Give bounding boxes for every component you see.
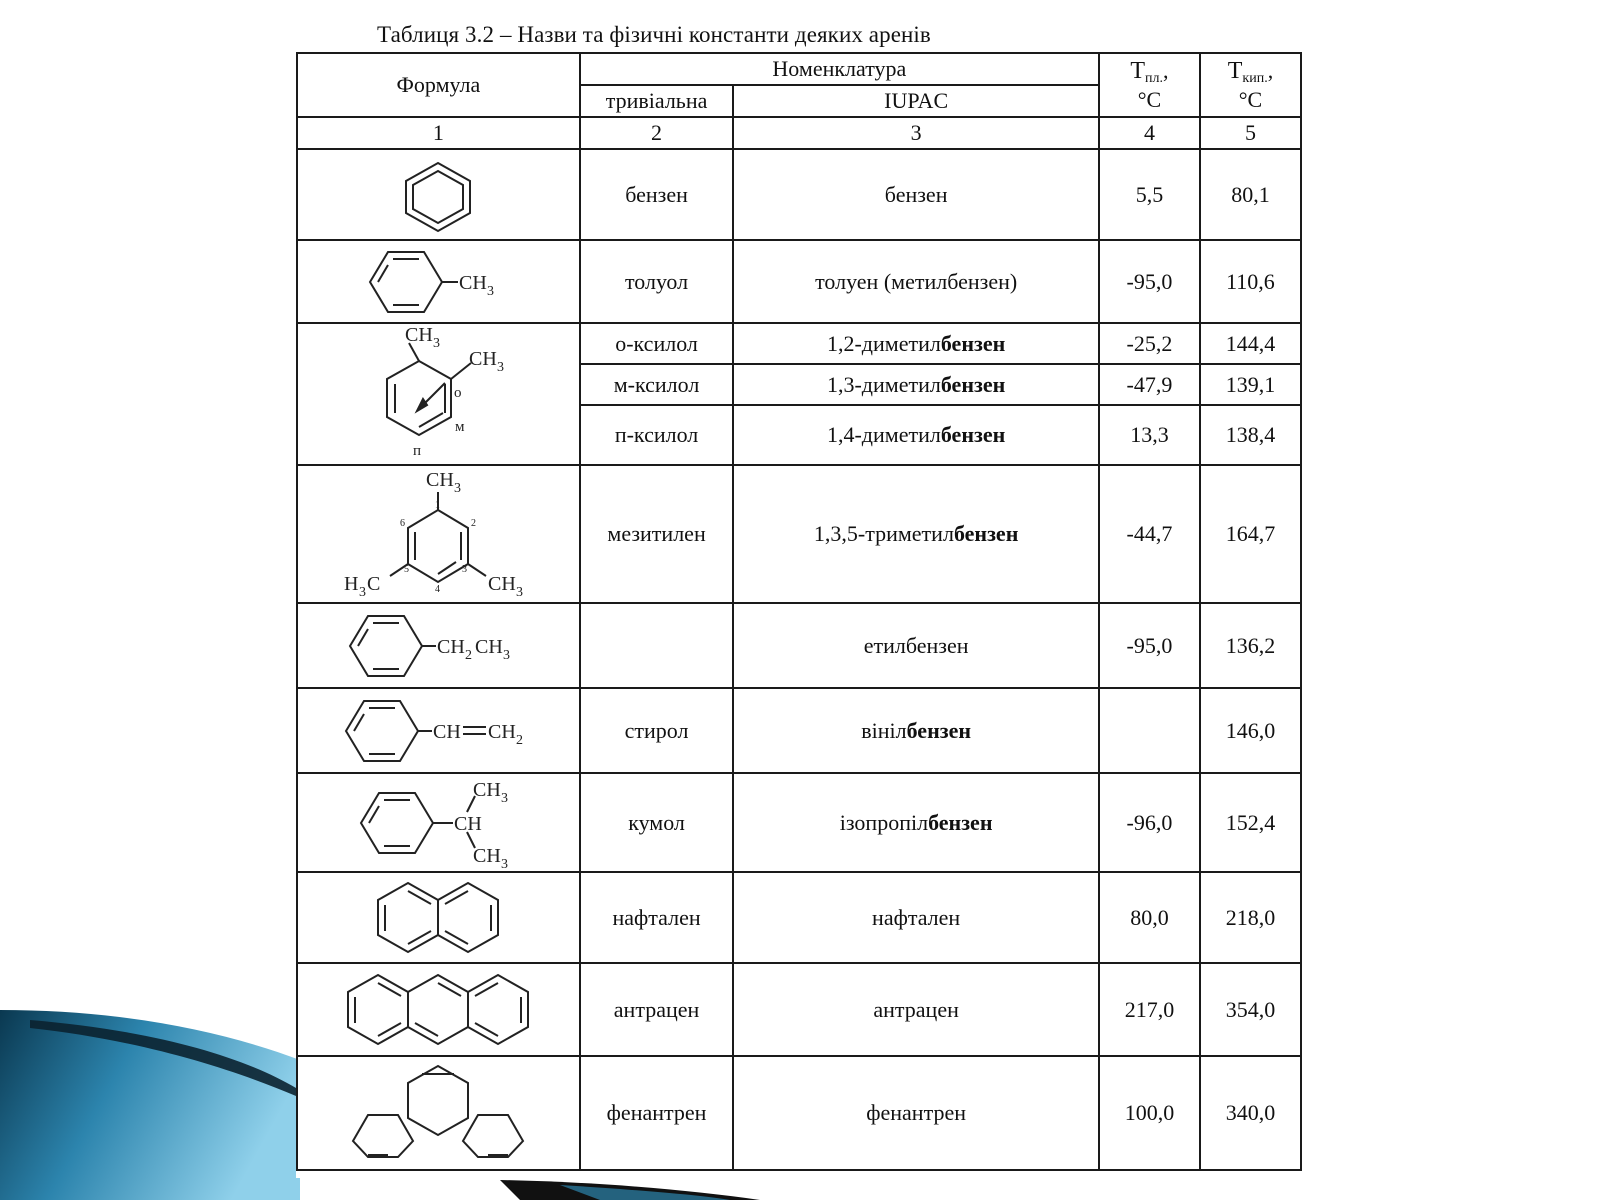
tmelt-unit: °C <box>1137 86 1162 112</box>
xylene-ch-top: CH <box>405 325 434 346</box>
boiling-point: 136,2 <box>1200 603 1301 688</box>
formula-cell <box>297 872 580 963</box>
mesitylene-ch-right: CH <box>488 573 517 595</box>
ortho-label: о <box>454 385 462 401</box>
tboil-symbol: T <box>1227 57 1243 84</box>
boiling-point: 354,0 <box>1200 963 1301 1056</box>
toluene-ch-label: CH <box>459 271 488 294</box>
trivial-name: стирол <box>580 688 734 773</box>
iupac-bold: бензен <box>953 521 1019 547</box>
iupac-plain: 1,4-диметил <box>826 422 941 448</box>
cumene-structure-icon <box>353 776 523 870</box>
melting-point: 100,0 <box>1099 1056 1200 1170</box>
melting-point: -95,0 <box>1099 240 1200 323</box>
header-trivial: тривіальна <box>580 85 734 117</box>
iupac-name <box>733 465 1099 603</box>
iupac-name <box>733 323 1099 364</box>
boiling-point: 80,1 <box>1200 149 1301 240</box>
toluene-sub-label: 3 <box>487 283 495 299</box>
melting-point: 13,3 <box>1099 405 1200 465</box>
iupac-name <box>733 963 1099 1056</box>
iupac-plain: нафтален <box>872 904 961 930</box>
col-number: 4 <box>1099 117 1200 149</box>
ring-number: 4 <box>435 584 441 595</box>
ring-number: 3 <box>462 564 468 575</box>
ring-number: 5 <box>404 564 410 575</box>
trivial-name: м-ксилол <box>580 364 734 405</box>
iupac-plain: фенантрен <box>866 1100 967 1126</box>
benzene-structure-icon <box>393 155 483 235</box>
xylene-sub-top: 3 <box>433 336 441 351</box>
iupac-name <box>733 603 1099 688</box>
trivial-name: толуол <box>580 240 734 323</box>
boiling-point: 110,6 <box>1200 240 1301 323</box>
table-row <box>297 603 1301 688</box>
header-tboil: $T_{кип.}$, °C <box>1200 53 1301 117</box>
iupac-plain: 1,2-диметил <box>826 330 941 356</box>
boiling-point: 138,4 <box>1200 405 1301 465</box>
table-caption: Таблиця 3.2 – Назви та фізичні константи деяких аренів <box>377 22 931 47</box>
iupac-name <box>733 149 1099 240</box>
tmelt-symbol: T <box>1130 57 1146 84</box>
formula-cell <box>297 240 580 323</box>
ethyl-sub-label: 3 <box>503 647 511 663</box>
trivial-name: п-ксилол <box>580 405 734 465</box>
formula-cell <box>297 1056 580 1170</box>
boiling-point: 218,0 <box>1200 872 1301 963</box>
iupac-name <box>733 364 1099 405</box>
formula-cell <box>297 149 580 240</box>
iupac-name <box>733 773 1099 872</box>
para-label: п <box>413 443 422 459</box>
header-tmelt: $T_{пл.}$, °C <box>1099 53 1200 117</box>
boiling-point: 144,4 <box>1200 323 1301 364</box>
melting-point: 80,0 <box>1099 872 1200 963</box>
ring-number: 1 <box>435 500 441 511</box>
col-number: 3 <box>733 117 1099 149</box>
ethyl-ch-label: CH <box>437 635 466 658</box>
formula-cell <box>297 465 580 603</box>
ethylbenzene-structure-icon <box>338 609 538 683</box>
header-nomenclature: Номенклатура <box>580 53 1099 85</box>
iupac-plain: 1,3-диметил <box>826 371 941 397</box>
anthracene-structure-icon <box>343 969 533 1051</box>
table-row <box>297 963 1301 1056</box>
iupac-name <box>733 688 1099 773</box>
melting-point <box>1099 688 1200 773</box>
trivial-name: антрацен <box>580 963 734 1056</box>
table-row <box>297 323 1301 364</box>
melting-point: -44,7 <box>1099 465 1200 603</box>
col-number: 5 <box>1200 117 1301 149</box>
table-row <box>297 240 1301 323</box>
header-formula: Формула <box>297 53 580 117</box>
iupac-bold: бензен <box>928 809 993 835</box>
table-row <box>297 149 1301 240</box>
styrene-sub-label: 2 <box>516 732 524 748</box>
boiling-point: 152,4 <box>1200 773 1301 872</box>
formula-cell <box>297 688 580 773</box>
meta-label: м <box>455 419 465 435</box>
formula-cell <box>297 323 580 465</box>
boiling-point: 139,1 <box>1200 364 1301 405</box>
trivial-name <box>580 603 734 688</box>
mesitylene-sub-top: 3 <box>454 481 462 496</box>
melting-point: 217,0 <box>1099 963 1200 1056</box>
formula-cell <box>297 773 580 872</box>
ethyl-ch-label: CH <box>475 635 504 658</box>
ring-number: 2 <box>471 518 477 529</box>
iupac-plain: толуен (метилбензен) <box>815 268 1018 294</box>
melting-point: 5,5 <box>1099 149 1200 240</box>
ethyl-sub-label: 2 <box>465 647 473 663</box>
mesitylene-sub-left: 3 <box>359 585 367 600</box>
iupac-plain: етилбензен <box>863 632 969 658</box>
table-row <box>297 1056 1301 1170</box>
melting-point: -96,0 <box>1099 773 1200 872</box>
formula-cell <box>297 603 580 688</box>
trivial-name: фенантрен <box>580 1056 734 1170</box>
cumene-ch3-top: CH <box>473 778 502 801</box>
mesitylene-sub-right: 3 <box>516 585 524 600</box>
trivial-name: нафтален <box>580 872 734 963</box>
table-row <box>297 872 1301 963</box>
tmelt-sub: пл. <box>1145 70 1164 86</box>
styrene-ch-label: CH <box>433 720 462 743</box>
mesitylene-ch-top: CH <box>426 469 455 491</box>
tboil-sub: кип. <box>1242 70 1268 86</box>
xylene-sub-right: 3 <box>497 360 505 375</box>
iupac-bold: бензен <box>940 371 1006 397</box>
formula-cell <box>297 963 580 1056</box>
mesitylene-structure-icon <box>338 468 538 600</box>
iupac-plain: антрацен <box>873 996 959 1022</box>
xylene-structure-icon <box>353 325 523 463</box>
table-row <box>297 465 1301 603</box>
ring-number: 6 <box>400 518 406 529</box>
cumene-sub-top: 3 <box>501 790 509 806</box>
header-iupac: IUPAC <box>733 85 1099 117</box>
trivial-name: мезитилен <box>580 465 734 603</box>
arenes-table <box>296 52 1302 1171</box>
iupac-name <box>733 405 1099 465</box>
table-sheet <box>296 52 1306 1178</box>
iupac-name <box>733 1056 1099 1170</box>
iupac-bold: бензен <box>940 422 1006 448</box>
toluene-structure-icon <box>358 245 518 319</box>
col-number: 1 <box>297 117 580 149</box>
iupac-plain: ізопропіл <box>839 809 929 835</box>
boiling-point: 164,7 <box>1200 465 1301 603</box>
phenanthrene-structure-icon <box>348 1060 528 1166</box>
table-row <box>297 688 1301 773</box>
cumene-ch-label: CH <box>454 812 483 835</box>
iupac-bold: бензен <box>940 330 1006 356</box>
col-number: 2 <box>580 117 734 149</box>
tboil-unit: °C <box>1238 86 1263 112</box>
boiling-point: 146,0 <box>1200 688 1301 773</box>
boiling-point: 340,0 <box>1200 1056 1301 1170</box>
iupac-plain: 1,3,5-триметил <box>813 521 954 547</box>
table-row <box>297 773 1301 872</box>
iupac-plain: бензен <box>884 181 948 207</box>
melting-point: -25,2 <box>1099 323 1200 364</box>
melting-point: -47,9 <box>1099 364 1200 405</box>
column-numbers-row <box>297 117 1301 149</box>
iupac-plain: вініл <box>861 717 907 743</box>
styrene-structure-icon <box>338 694 538 768</box>
mesitylene-h-left: H <box>344 573 359 595</box>
iupac-name <box>733 240 1099 323</box>
trivial-name: бензен <box>580 149 734 240</box>
cumene-sub-bottom: 3 <box>501 856 509 870</box>
trivial-name: кумол <box>580 773 734 872</box>
styrene-ch-label: CH <box>488 720 517 743</box>
cumene-ch3-bottom: CH <box>473 844 502 867</box>
xylene-ch-right: CH <box>469 348 498 370</box>
iupac-bold: бензен <box>906 717 972 743</box>
melting-point: -95,0 <box>1099 603 1200 688</box>
iupac-name <box>733 872 1099 963</box>
mesitylene-c-left: C <box>367 573 381 595</box>
naphthalene-structure-icon <box>373 877 503 959</box>
trivial-name: о-ксилол <box>580 323 734 364</box>
